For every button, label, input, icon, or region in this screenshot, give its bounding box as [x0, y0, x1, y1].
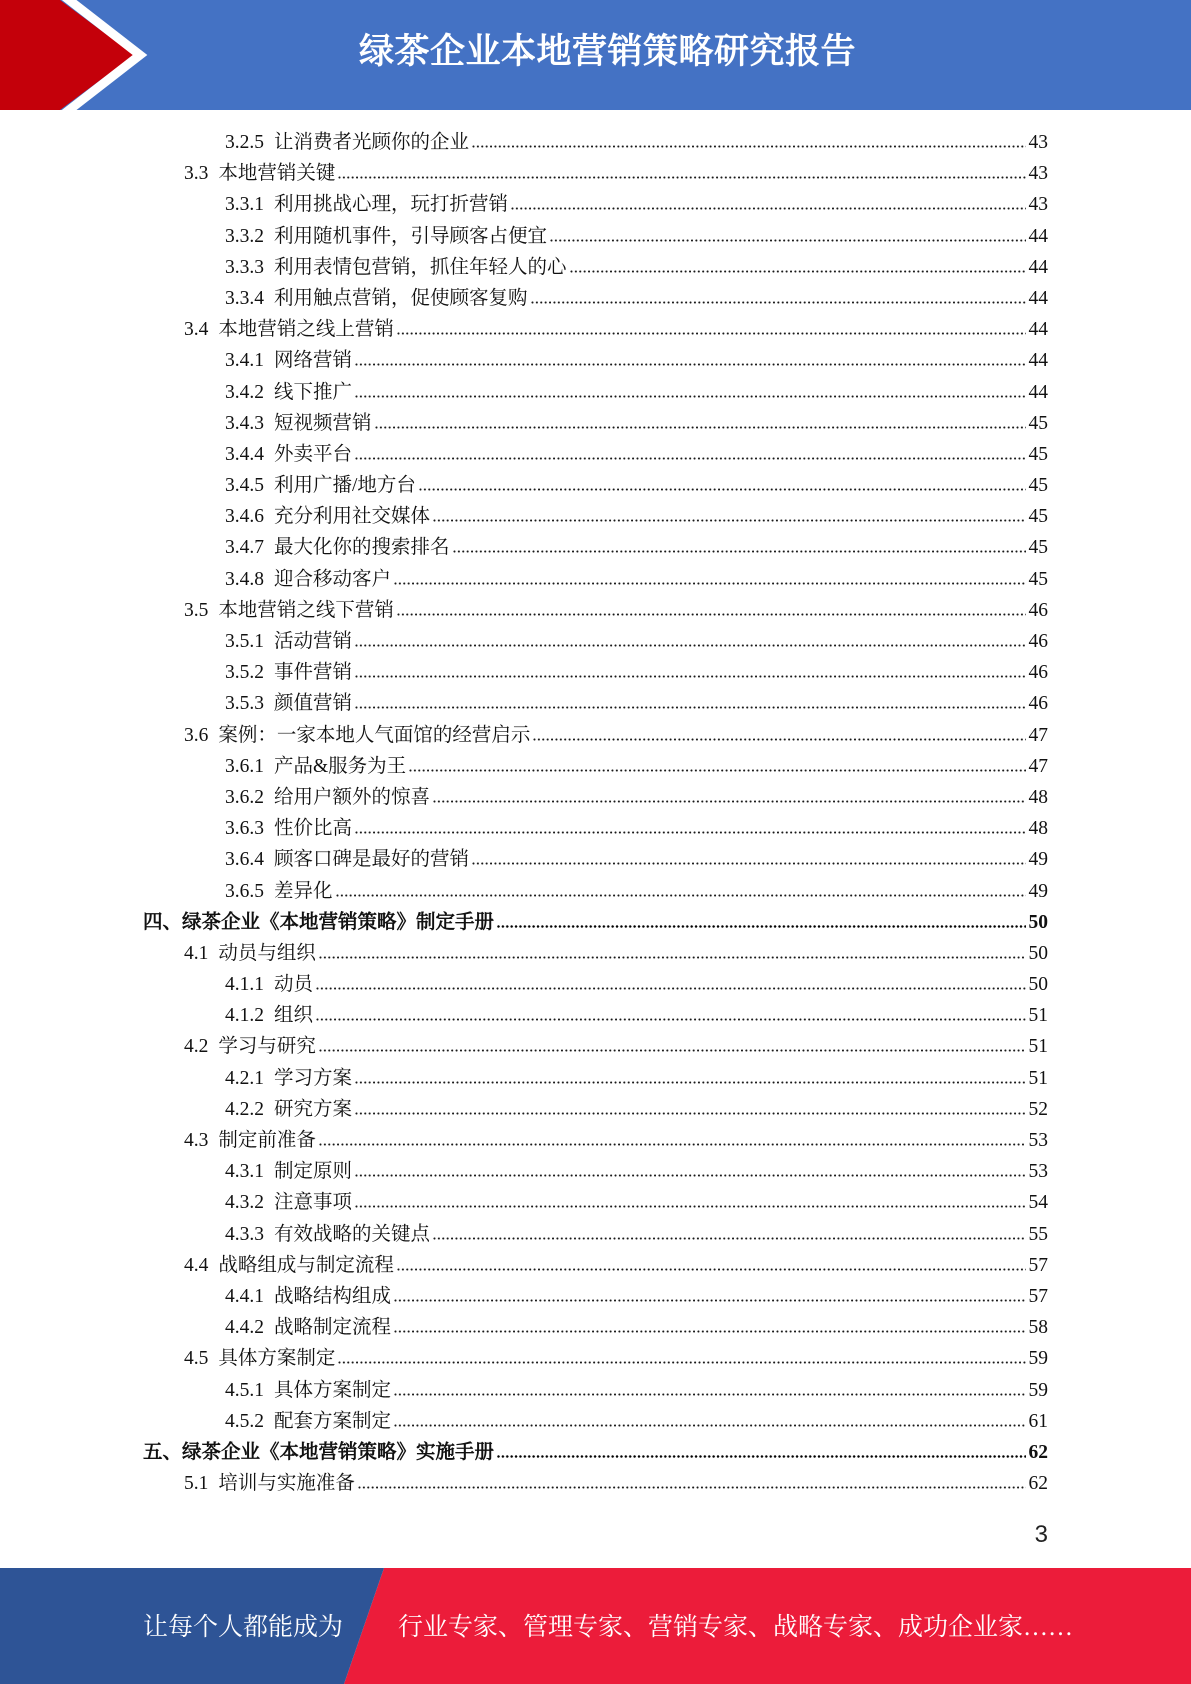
- toc-entry[interactable]: [143, 657, 1048, 688]
- page-header: [0, 0, 1191, 110]
- toc-entry-page: 46: [1028, 599, 1048, 621]
- toc-leader-dots: [472, 145, 1025, 148]
- toc-entry[interactable]: [143, 1375, 1048, 1406]
- toc-entry-number: 5.1: [184, 1473, 209, 1495]
- toc-entry-page: 50: [1028, 911, 1048, 933]
- toc-entry-page: 58: [1028, 1317, 1048, 1339]
- toc-entry[interactable]: [143, 782, 1048, 813]
- toc-leader-dots: [338, 176, 1025, 179]
- toc-leader-dots: [533, 738, 1025, 741]
- toc-leader-dots: [319, 1049, 1026, 1052]
- toc-leader-dots: [338, 1361, 1025, 1364]
- toc-entry-title: 短视频营销: [274, 412, 372, 434]
- toc-leader-dots: [394, 1424, 1025, 1427]
- toc-leader-dots: [316, 987, 1025, 990]
- toc-entry-number: 4.1.2: [225, 1005, 264, 1027]
- toc-entry[interactable]: [143, 1000, 1048, 1031]
- toc-entry[interactable]: [143, 127, 1048, 158]
- table-of-contents: [143, 127, 1048, 1499]
- toc-leader-dots: [355, 706, 1025, 709]
- toc-entry[interactable]: [143, 532, 1048, 563]
- page-footer: [0, 1568, 1191, 1684]
- toc-entry[interactable]: [143, 938, 1048, 969]
- toc-leader-dots: [497, 925, 1025, 928]
- toc-entry[interactable]: [143, 470, 1048, 501]
- toc-entry-number: 4.3.1: [225, 1161, 264, 1183]
- toc-entry-page: 62: [1028, 1473, 1048, 1495]
- toc-entry-title: 迎合移动客户: [274, 568, 392, 590]
- toc-entry-number: 4.4: [184, 1254, 209, 1276]
- toc-entry[interactable]: [143, 1343, 1048, 1374]
- toc-entry-page: 51: [1028, 1036, 1048, 1058]
- toc-entry-title: 事件营销: [274, 662, 353, 684]
- toc-entry[interactable]: [143, 1250, 1048, 1281]
- toc-leader-dots: [394, 1299, 1025, 1302]
- toc-leader-dots: [355, 1112, 1025, 1115]
- toc-entry[interactable]: [143, 1312, 1048, 1343]
- toc-leader-dots: [419, 488, 1026, 491]
- toc-entry[interactable]: [143, 813, 1048, 844]
- toc-entry-page: 44: [1028, 287, 1048, 309]
- toc-entry-page: 44: [1028, 256, 1048, 278]
- toc-entry-page: 53: [1028, 1130, 1048, 1151]
- toc-entry-number: 3.4.6: [225, 506, 264, 528]
- toc-entry-page: 51: [1028, 1067, 1048, 1089]
- toc-entry-page: 59: [1028, 1379, 1048, 1401]
- toc-entry-number: 3.4: [184, 319, 209, 341]
- toc-entry-number: 3.6.4: [225, 849, 264, 871]
- toc-leader-dots: [570, 270, 1026, 273]
- toc-entry-page: 44: [1028, 319, 1048, 341]
- toc-leader-dots: [355, 675, 1025, 678]
- toc-entry-number: 3.6.2: [225, 786, 264, 808]
- toc-entry-page: 44: [1028, 225, 1048, 247]
- toc-entry-title: 制定原则: [274, 1161, 353, 1183]
- toc-entry-page: 59: [1028, 1348, 1048, 1370]
- toc-entry-page: 48: [1028, 818, 1048, 840]
- toc-leader-dots: [453, 550, 1026, 553]
- toc-entry-number: 五、: [143, 1441, 183, 1463]
- toc-entry-page: 46: [1028, 631, 1048, 652]
- toc-entry-page: 49: [1028, 849, 1048, 871]
- toc-entry-title: 给用户额外的惊喜: [274, 786, 431, 808]
- toc-entry-page: 43: [1028, 163, 1048, 185]
- toc-entry[interactable]: [143, 595, 1048, 626]
- toc-leader-dots: [355, 1205, 1025, 1208]
- toc-entry-title: 让消费者光顾你的企业: [274, 132, 470, 153]
- toc-entry[interactable]: [143, 844, 1048, 875]
- toc-leader-dots: [355, 831, 1025, 834]
- toc-entry-title: 充分利用社交媒体: [274, 506, 431, 528]
- toc-entry-number: 3.5.1: [225, 631, 264, 652]
- toc-leader-dots: [397, 613, 1026, 616]
- toc-leader-dots: [355, 1174, 1025, 1177]
- toc-entry[interactable]: [143, 408, 1048, 439]
- toc-leader-dots: [355, 457, 1025, 460]
- toc-entry[interactable]: [143, 1125, 1048, 1156]
- toc-entry-title: 组织: [274, 1005, 314, 1027]
- toc-chapter-entry[interactable]: [143, 1437, 1048, 1468]
- toc-entry-number: 3.4.2: [225, 381, 264, 403]
- toc-entry-number: 3.4.4: [225, 443, 264, 465]
- toc-entry-page: 57: [1028, 1285, 1048, 1307]
- toc-entry-number: 4.2: [184, 1036, 209, 1058]
- toc-entry-title: 利用触点营销，促使顾客复购: [274, 287, 528, 309]
- toc-entry-title: 具体方案制定: [218, 1348, 336, 1370]
- toc-entry-number: 3.5: [184, 599, 209, 621]
- toc-entry-number: 3.5.2: [225, 662, 264, 684]
- toc-entry[interactable]: [143, 283, 1048, 314]
- toc-entry-title: 本地营销之线下营销: [218, 599, 394, 621]
- toc-entry-title: 具体方案制定: [274, 1379, 392, 1401]
- toc-entry-title: 线下推广: [274, 381, 353, 403]
- toc-entry[interactable]: [143, 969, 1048, 1000]
- toc-entry-number: 3.3.4: [225, 287, 264, 309]
- toc-leader-dots: [397, 1268, 1026, 1271]
- toc-entry-number: 3.6: [184, 724, 209, 746]
- toc-entry-title: 性价比高: [274, 818, 353, 840]
- toc-entry-page: 57: [1028, 1254, 1048, 1276]
- toc-entry-title: 最大化你的搜索排名: [274, 537, 450, 559]
- toc-entry-number: 4.1.1: [225, 974, 264, 996]
- toc-entry-title: 顾客口碑是最好的营销: [274, 849, 470, 871]
- toc-entry-title: 制定前准备: [218, 1130, 316, 1151]
- toc-entry-title: 外卖平台: [274, 443, 353, 465]
- toc-entry-number: 4.4.1: [225, 1285, 264, 1307]
- toc-entry-page: 45: [1028, 506, 1048, 528]
- toc-entry-number: 3.4.5: [225, 475, 264, 497]
- toc-leader-dots: [433, 1237, 1025, 1240]
- report-title: 绿茶企业本地营销策略研究报告: [358, 32, 856, 72]
- toc-leader-dots: [550, 239, 1025, 242]
- toc-entry-title: 利用随机事件，引导顾客占便宜: [274, 225, 548, 247]
- toc-entry[interactable]: [143, 1219, 1048, 1250]
- toc-leader-dots: [355, 644, 1025, 647]
- toc-entry-page: 45: [1028, 443, 1048, 465]
- toc-entry[interactable]: [143, 1468, 1048, 1499]
- toc-entry-title: 产品&服务为王: [274, 755, 407, 777]
- toc-entry[interactable]: [143, 1281, 1048, 1312]
- toc-entry[interactable]: [143, 345, 1048, 376]
- toc-entry-number: 3.3.3: [225, 256, 264, 278]
- toc-leader-dots: [397, 332, 1026, 335]
- toc-entry-page: 44: [1028, 350, 1048, 372]
- toc-entry-title: 培训与实施准备: [218, 1473, 355, 1495]
- toc-entry-page: 47: [1028, 755, 1048, 777]
- toc-leader-dots: [316, 1018, 1025, 1021]
- toc-entry-title: 案例：一家本地人气面馆的经营启示: [218, 724, 531, 746]
- toc-entry-page: 52: [1028, 1098, 1048, 1120]
- toc-entry-number: 3.4.7: [225, 537, 264, 559]
- toc-entry-number: 3.6.5: [225, 880, 264, 902]
- toc-entry-number: 3.4.8: [225, 568, 264, 590]
- toc-entry-page: 45: [1028, 537, 1048, 559]
- toc-entry-page: 45: [1028, 412, 1048, 434]
- toc-entry-number: 4.3.3: [225, 1223, 264, 1245]
- toc-entry-number: 四、: [143, 911, 183, 933]
- toc-leader-dots: [433, 800, 1025, 803]
- toc-entry-page: 49: [1028, 880, 1048, 902]
- toc-entry[interactable]: [143, 876, 1048, 907]
- toc-entry[interactable]: [143, 221, 1048, 252]
- toc-entry-page: 47: [1028, 724, 1048, 746]
- footer-slogan-right: 行业专家、管理专家、营销专家、战略专家、成功企业家……: [398, 1614, 1074, 1641]
- toc-entry-title: 研究方案: [274, 1098, 353, 1120]
- toc-leader-dots: [394, 1393, 1025, 1396]
- toc-entry-number: 4.1: [184, 942, 209, 964]
- toc-entry-page: 46: [1028, 662, 1048, 684]
- toc-entry-number: 3.4.3: [225, 412, 264, 434]
- toc-leader-dots: [394, 582, 1025, 585]
- toc-entry-number: 4.5.2: [225, 1410, 264, 1432]
- toc-entry-title: 本地营销之线上营销: [218, 319, 394, 341]
- toc-entry-number: 3.3: [184, 163, 209, 185]
- toc-entry-page: 43: [1028, 194, 1048, 216]
- toc-entry-title: 绿茶企业《本地营销策略》实施手册: [182, 1441, 495, 1463]
- toc-entry-page: 61: [1028, 1410, 1048, 1432]
- toc-leader-dots: [319, 1143, 1026, 1146]
- toc-entry-page: 55: [1028, 1223, 1048, 1245]
- toc-entry-title: 学习与研究: [218, 1036, 316, 1058]
- toc-entry[interactable]: [143, 1406, 1048, 1437]
- toc-entry-title: 差异化: [274, 880, 333, 902]
- toc-entry[interactable]: [143, 564, 1048, 595]
- toc-entry-number: 3.3.2: [225, 225, 264, 247]
- toc-entry-title: 战略结构组成: [274, 1285, 392, 1307]
- toc-leader-dots: [511, 207, 1025, 210]
- toc-entry-number: 3.6.1: [225, 755, 264, 777]
- page-number: 3: [1034, 1521, 1048, 1548]
- toc-entry-title: 利用广播/地方台: [274, 475, 416, 497]
- toc-entry[interactable]: [143, 189, 1048, 220]
- toc-entry-title: 动员: [274, 974, 314, 996]
- toc-leader-dots: [409, 769, 1025, 772]
- toc-entry[interactable]: [143, 314, 1048, 345]
- toc-entry-number: 4.5.1: [225, 1379, 264, 1401]
- toc-entry[interactable]: [143, 688, 1048, 719]
- toc-leader-dots: [472, 862, 1025, 865]
- toc-leader-dots: [355, 1081, 1025, 1084]
- toc-entry-title: 学习方案: [274, 1067, 353, 1089]
- toc-entry-title: 本地营销关键: [218, 163, 336, 185]
- toc-leader-dots: [336, 894, 1026, 897]
- toc-entry-page: 51: [1028, 1005, 1048, 1027]
- toc-entry-title: 动员与组织: [218, 942, 316, 964]
- footer-slogan-left: 让每个人都能成为: [143, 1614, 344, 1641]
- toc-entry[interactable]: [143, 626, 1048, 657]
- toc-entry-number: 3.5.3: [225, 693, 264, 715]
- toc-entry-title: 配套方案制定: [274, 1410, 392, 1432]
- toc-leader-dots: [497, 1455, 1025, 1458]
- toc-entry-title: 战略制定流程: [274, 1317, 392, 1339]
- toc-entry[interactable]: [143, 1094, 1048, 1125]
- toc-entry[interactable]: [143, 252, 1048, 283]
- toc-entry[interactable]: [143, 439, 1048, 470]
- toc-entry-number: 4.3.2: [225, 1192, 264, 1214]
- toc-entry-number: 3.3.1: [225, 194, 264, 216]
- toc-entry-page: 62: [1028, 1441, 1048, 1463]
- toc-entry-page: 53: [1028, 1161, 1048, 1183]
- toc-entry-page: 54: [1028, 1192, 1048, 1214]
- toc-entry-title: 网络营销: [274, 350, 353, 372]
- toc-entry[interactable]: [143, 1156, 1048, 1187]
- toc-entry-title: 有效战略的关键点: [274, 1223, 431, 1245]
- toc-entry-title: 绿茶企业《本地营销策略》制定手册: [182, 911, 495, 933]
- toc-entry-page: 45: [1028, 475, 1048, 497]
- toc-entry-page: 48: [1028, 786, 1048, 808]
- toc-entry-title: 利用挑战心理，玩打折营销: [274, 194, 509, 216]
- toc-leader-dots: [531, 301, 1026, 304]
- toc-entry-number: 4.2.2: [225, 1098, 264, 1120]
- toc-entry-title: 颜值营销: [274, 693, 353, 715]
- toc-entry-page: 43: [1028, 132, 1048, 153]
- toc-entry-number: 4.3: [184, 1130, 209, 1151]
- toc-entry-title: 注意事项: [274, 1192, 353, 1214]
- toc-entry-number: 3.2.5: [225, 132, 264, 153]
- toc-entry-number: 4.4.2: [225, 1317, 264, 1339]
- toc-chapter-entry[interactable]: [143, 907, 1048, 938]
- toc-leader-dots: [355, 363, 1025, 366]
- toc-leader-dots: [394, 1330, 1025, 1333]
- toc-entry-page: 50: [1028, 942, 1048, 964]
- toc-entry[interactable]: [143, 501, 1048, 532]
- toc-entry-page: 50: [1028, 974, 1048, 996]
- toc-entry-page: 46: [1028, 693, 1048, 715]
- toc-entry-title: 利用表情包营销，抓住年轻人的心: [274, 256, 567, 278]
- toc-leader-dots: [375, 426, 1026, 429]
- toc-entry[interactable]: [143, 1187, 1048, 1218]
- toc-leader-dots: [355, 395, 1025, 398]
- toc-leader-dots: [319, 956, 1026, 959]
- toc-entry-number: 4.2.1: [225, 1067, 264, 1089]
- toc-entry-page: 45: [1028, 568, 1048, 590]
- toc-entry[interactable]: [143, 720, 1048, 751]
- toc-entry[interactable]: [143, 1063, 1048, 1094]
- toc-entry-title: 战略组成与制定流程: [218, 1254, 394, 1276]
- toc-entry-title: 活动营销: [274, 631, 353, 652]
- toc-entry[interactable]: [143, 158, 1048, 189]
- toc-entry-number: 3.4.1: [225, 350, 264, 372]
- toc-leader-dots: [433, 519, 1025, 522]
- toc-entry-number: 3.6.3: [225, 818, 264, 840]
- toc-entry[interactable]: [143, 1031, 1048, 1062]
- toc-entry[interactable]: [143, 751, 1048, 782]
- toc-entry-page: 44: [1028, 381, 1048, 403]
- toc-entry-number: 4.5: [184, 1348, 209, 1370]
- toc-leader-dots: [358, 1486, 1026, 1489]
- toc-entry[interactable]: [143, 377, 1048, 408]
